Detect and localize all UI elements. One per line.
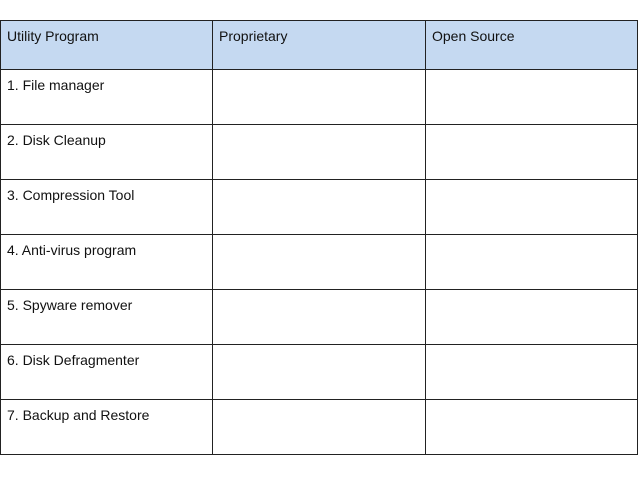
open-source-cell (426, 125, 638, 180)
open-source-cell (426, 180, 638, 235)
table-row (1, 180, 638, 235)
header-utility-program: Utility Program (1, 21, 213, 70)
header-proprietary: Proprietary (213, 21, 426, 70)
table-header-row (1, 21, 638, 70)
table-body (1, 21, 638, 455)
utility-program-cell: 7. Backup and Restore (1, 400, 213, 455)
table-row (1, 70, 638, 125)
open-source-cell (426, 290, 638, 345)
proprietary-cell (213, 70, 426, 125)
open-source-cell (426, 345, 638, 400)
utility-program-cell: 3. Compression Tool (1, 180, 213, 235)
table-row (1, 400, 638, 455)
open-source-cell (426, 70, 638, 125)
table-row (1, 125, 638, 180)
table-row (1, 345, 638, 400)
utility-program-cell: 2. Disk Cleanup (1, 125, 213, 180)
open-source-cell (426, 235, 638, 290)
proprietary-cell (213, 125, 426, 180)
utility-program-cell: 5. Spyware remover (1, 290, 213, 345)
table-row (1, 235, 638, 290)
header-open-source: Open Source (426, 21, 638, 70)
proprietary-cell (213, 180, 426, 235)
proprietary-cell (213, 235, 426, 290)
open-source-cell (426, 400, 638, 455)
utility-program-cell: 1. File manager (1, 70, 213, 125)
proprietary-cell (213, 400, 426, 455)
proprietary-cell (213, 345, 426, 400)
utility-program-cell: 4. Anti-virus program (1, 235, 213, 290)
table-row (1, 290, 638, 345)
proprietary-cell (213, 290, 426, 345)
utility-program-table (0, 20, 638, 455)
utility-program-cell: 6. Disk Defragmenter (1, 345, 213, 400)
